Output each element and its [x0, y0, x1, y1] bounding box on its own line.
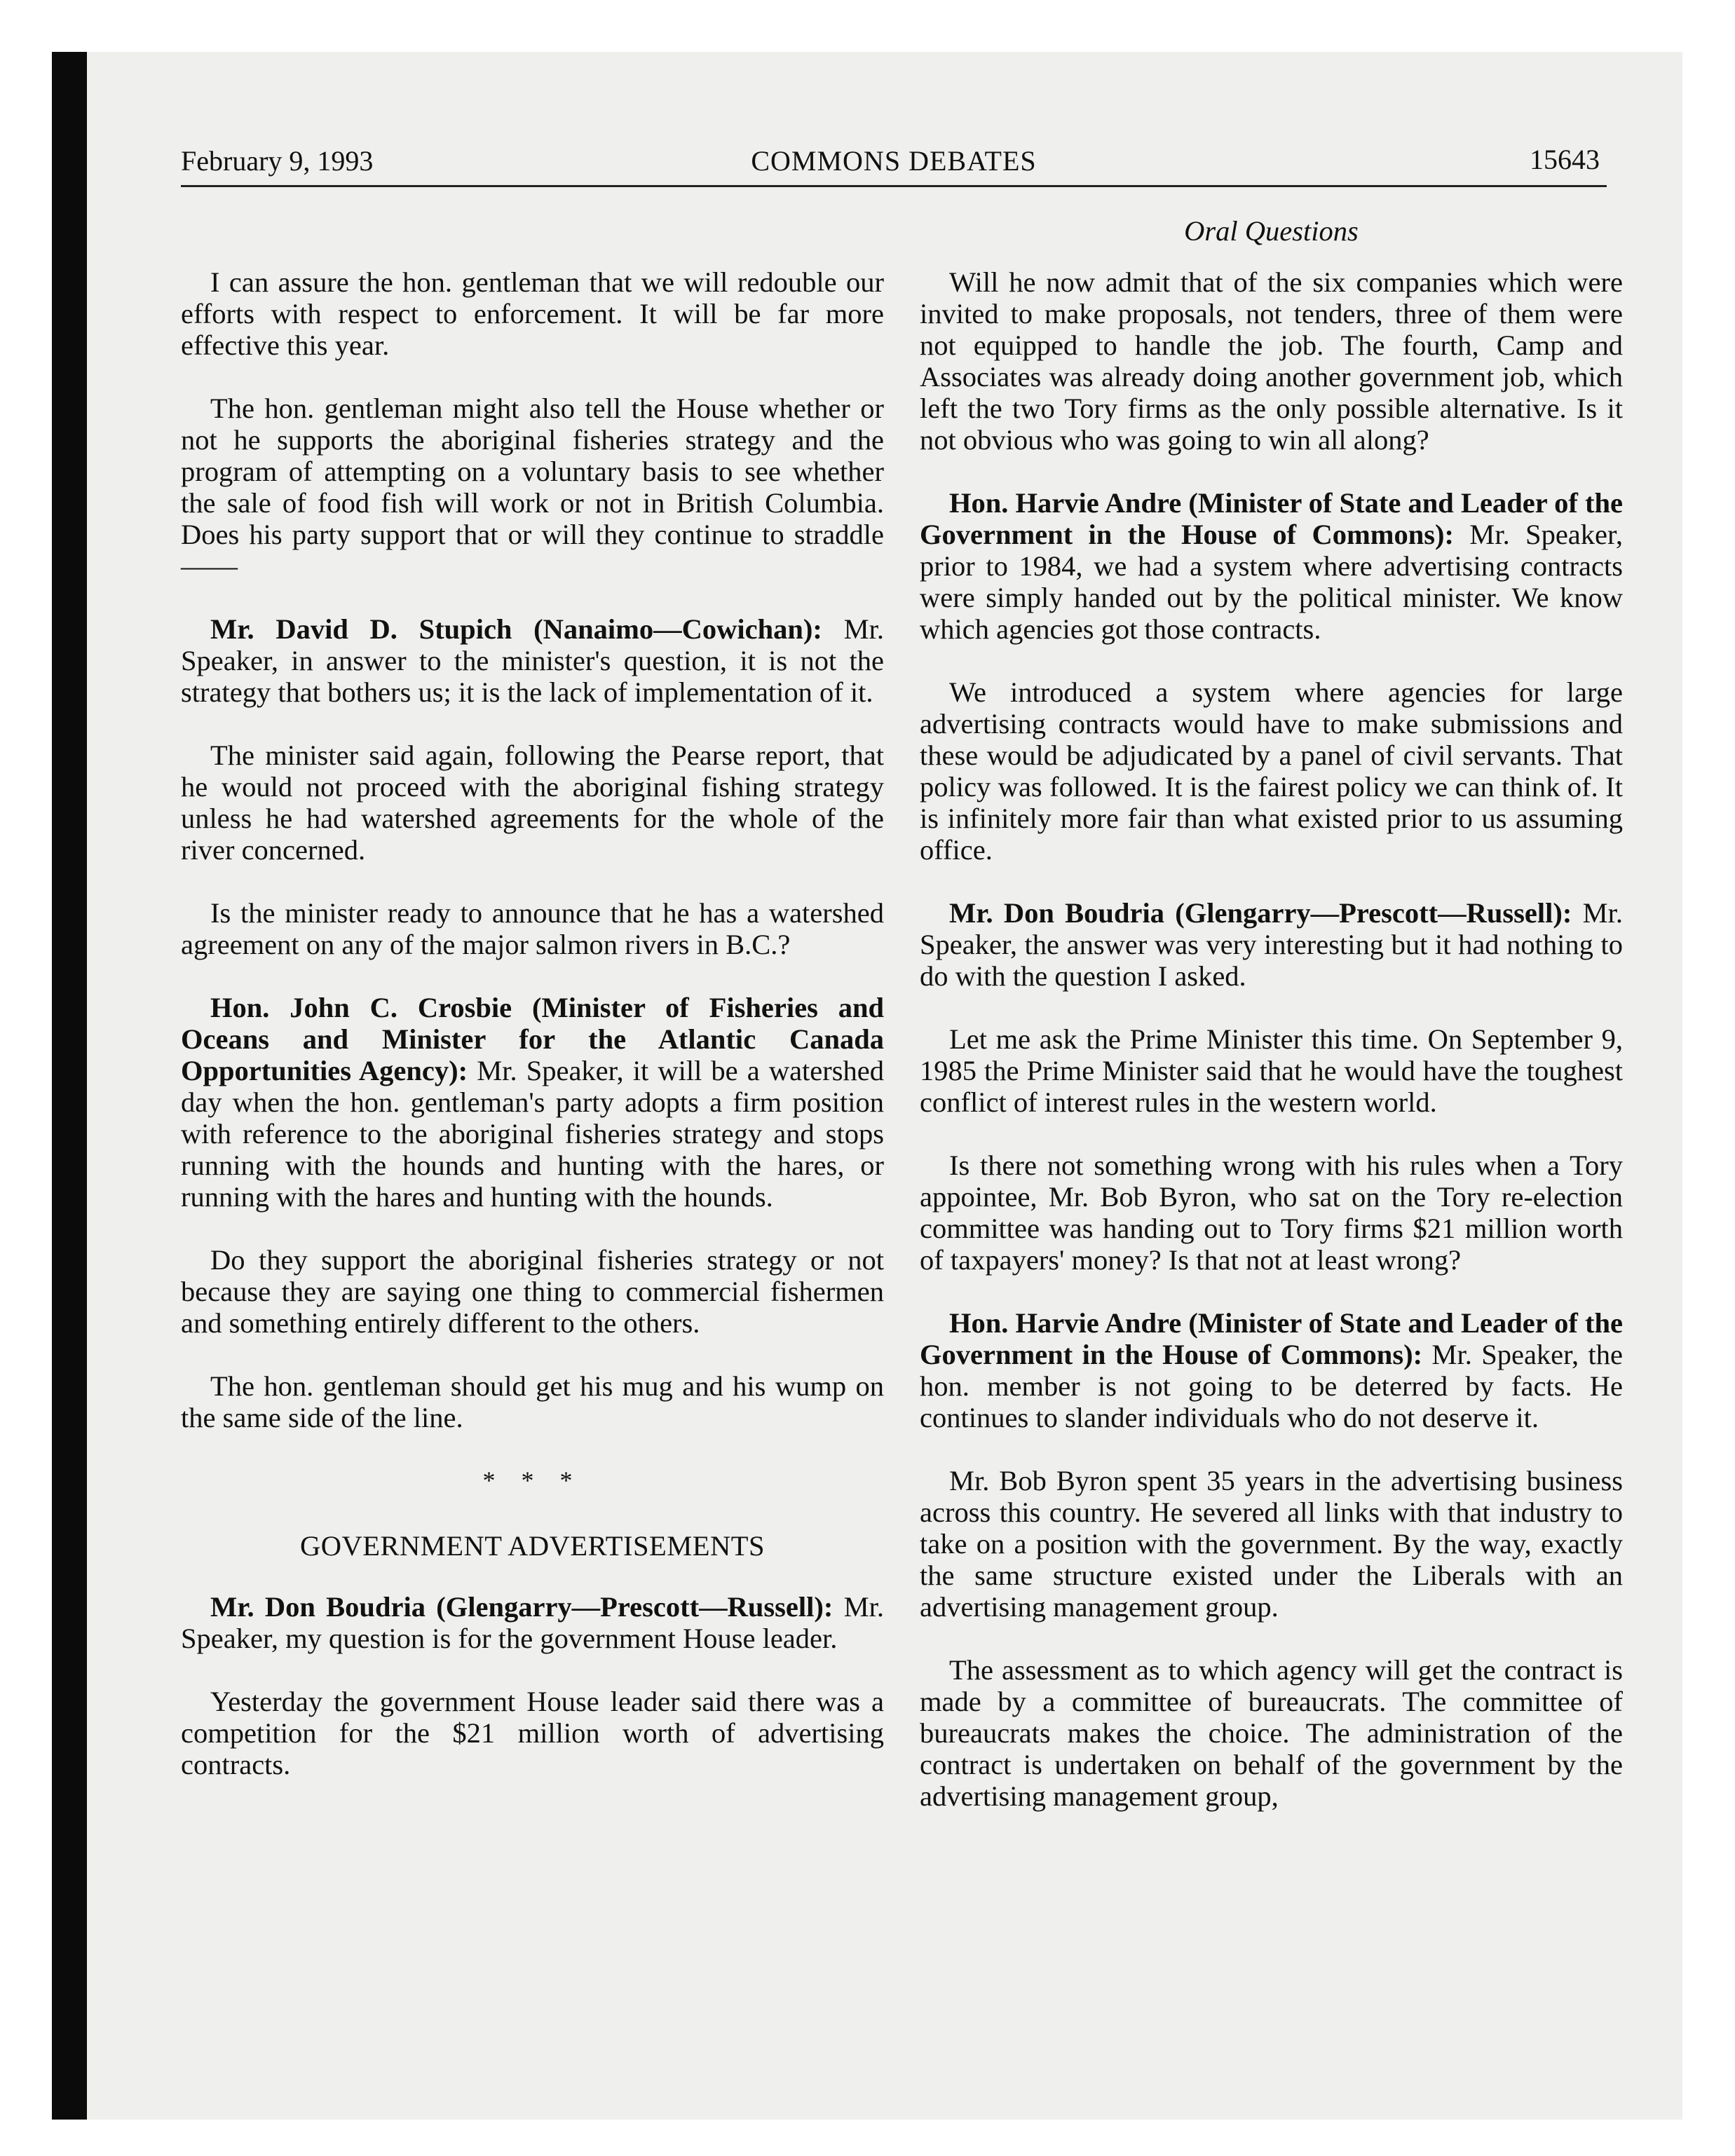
speech-text: Mr. Speaker, the hon. member is not going to be deterred by facts. He continues to slander individuals who do not deserve it. [920, 1339, 1623, 1433]
paragraph [920, 1307, 1623, 1433]
paragraph: The hon. gentleman should get his mug and his wump on the same side of the line. [181, 1370, 884, 1433]
speaker-name: Mr. David D. Stupich (Nanaimo—Cowichan): [210, 613, 822, 645]
paragraph: Is the minister ready to announce that he has a watershed agreement on any of the major salmon rivers in B.C.? [181, 897, 884, 960]
header-date: February 9, 1993 [181, 145, 374, 177]
paragraph: Mr. Bob Byron spent 35 years in the advertising business across this country. He severed all links with that industry to take on a position with the government. By the way, exactly the same structure existed under the Liberals with an advertising management group. [920, 1465, 1623, 1623]
paragraph: The hon. gentleman might also tell the House whether or not he supports the aboriginal fisheries strategy and the program of attempting on a voluntary basis to see whether the sale of food fish will work or not in British Columbia. Does his party support that or will they continue to straddle—— [181, 393, 884, 582]
paragraph [920, 897, 1623, 992]
paragraph: The minister said again, following the Pearse report, that he would not proceed with the aboriginal fishing strategy unless he had watershed agreements for the whole of the river concerned. [181, 739, 884, 866]
speaker-name: Mr. Don Boudria (Glengarry—Prescott—Russell): [210, 1591, 834, 1623]
section-divider: * * * [482, 1466, 583, 1494]
speaker-name: Hon. Harvie Andre (Minister of State and Leader of the Government in the House of Commons): [920, 1307, 1623, 1370]
speaker-name: Hon. Harvie Andre (Minister of State and Leader of the Government in the House of Commons): [920, 487, 1623, 550]
left-column [181, 266, 884, 1812]
paragraph: Is there not something wrong with his rules when a Tory appointee, Mr. Bob Byron, who sat on the Tory re-election committee was handing out to Tory firms $21 million worth of taxpayers' money? Is that not at least wrong? [920, 1149, 1623, 1276]
speech-text: Mr. Speaker, my question is for the government House leader. [181, 1591, 885, 1654]
paragraph: Let me ask the Prime Minister this time. On September 9, 1985 the Prime Minister said that he would have the toughest conflict of interest rules in the western world. [920, 1023, 1623, 1118]
page-number: 15643 [1530, 144, 1600, 175]
paragraph: Will he now admit that of the six companies which were invited to make proposals, not tenders, three of them were not equipped to handle the job. The fourth, Camp and Associates was already doing another government job, which left the two Tory firms as the only possible alternative. Is it not obvious who was going to win all along? [920, 266, 1623, 456]
speech-text: Mr. Speaker, it will be a watershed day when the hon. gentleman's party adopts a firm position with reference to the aboriginal fisheries strategy and stops running with the hounds and hunting with the hares, or running with the hares and hunting with the hounds. [181, 1055, 884, 1213]
speech-text: Mr. Speaker, prior to 1984, we had a system where advertising contracts were simply handed out by the political minister. We know which agencies got those contracts. [920, 519, 1623, 645]
paragraph: The assessment as to which agency will get the contract is made by a committee of bureaucrats. The committee of bureaucrats makes the choice. The administration of the contract is undertaken on behalf of the government by the advertising management group, [920, 1654, 1623, 1812]
scan-edge [52, 52, 87, 2120]
paragraph: Do they support the aboriginal fisheries strategy or not because they are saying one thing to commercial fishermen and something entirely different to the others. [181, 1244, 884, 1339]
speaker-name: Mr. Don Boudria (Glengarry—Prescott—Russell): [949, 897, 1572, 929]
paragraph [181, 992, 884, 1213]
paragraph: We introduced a system where agencies for large advertising contracts would have to make submissions and these would be adjudicated by a panel of civil servants. That policy was followed. It is the fairest policy we can think of. It is infinitely more fair than what existed prior to us assuming office. [920, 676, 1623, 866]
section-heading: GOVERNMENT ADVERTISEMENTS [300, 1530, 765, 1562]
paragraph: Yesterday the government House leader said there was a competition for the $21 million worth of advertising contracts. [181, 1686, 884, 1780]
right-column [920, 266, 1623, 1843]
speaker-name: Hon. John C. Crosbie (Minister of Fisheries and Oceans and Minister for the Atlantic Canada Opportunities Agency): [181, 992, 884, 1086]
paragraph: I can assure the hon. gentleman that we will redouble our efforts with respect to enforcement. It will be far more effective this year. [181, 266, 884, 361]
speech-text: Mr. Speaker, the answer was very interesting but it had nothing to do with the question I asked. [920, 897, 1624, 992]
page-header [181, 143, 1607, 187]
paragraph [920, 487, 1623, 645]
paragraph [181, 613, 884, 708]
speech-text: Mr. Speaker, in answer to the minister's question, it is not the strategy that bothers us; it is the lack of implementation of it. [181, 613, 885, 708]
paragraph [181, 1591, 884, 1654]
header-title: COMMONS DEBATES [751, 145, 1037, 177]
section-label: Oral Questions [1184, 215, 1359, 247]
